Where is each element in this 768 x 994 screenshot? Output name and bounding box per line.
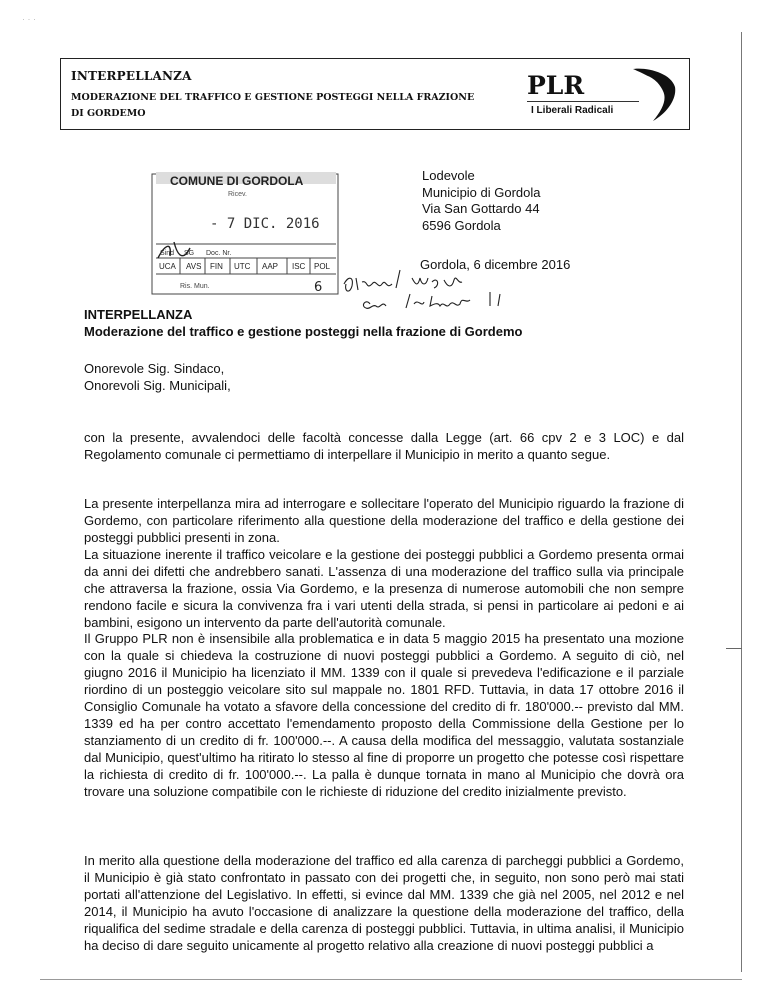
body-paragraph: La presente interpellanza mira ad interrogare e sollecitare l'operato del Municipio riguardo la frazione di Gordemo, con particolare riferimento alla questione della moderazione del traffico e della gestione dei posteggi pubblici presenti in zona. La situazione inerente il traffico veicolare e la gestione dei posteggi pubblici a Gordemo presenta ormai da anni dei difetti che andrebbero sanati. L'assenza di una moderazione del traffico sulla via principale che attraversa la frazione, ossia Via Gordemo, e la presenza di numerose automobili che non sempre rendono facile e sicura la convivenza fra i vari utenti della strada, si pensi in particolare ai pedoni e ai bambini, esigono un intervento da parte dell'autorità comunale. — [84, 496, 684, 630]
address-line: Lodevole — [422, 168, 475, 183]
subject-title: INTERPELLANZA — [84, 307, 193, 322]
address-line: 6596 Gordola — [422, 217, 501, 233]
received-stamp — [150, 168, 340, 298]
greeting-line: Onorevoli Sig. Municipali, — [84, 378, 231, 393]
stamp-footer: Ris. Mun. — [180, 283, 210, 290]
plr-logo — [527, 65, 677, 123]
margin-tick — [726, 648, 742, 649]
stamp-cell-isc: ISC — [292, 262, 306, 271]
body-paragraph: con la presente, avvalendoci delle facoltà concesse dalla Legge (art. 66 cpv 2 e 3 LOC) e dal Regolamento comunale ci permettiamo di interpellare il Municipio in merito a quanto segue. — [84, 430, 684, 462]
letterhead-subtitle: MODERAZIONE DEL TRAFFICO E GESTIONE POSTEGGI NELLA FRAZIONE DI GORDEMO — [71, 92, 475, 119]
letter-date: Gordola, 6 dicembre 2016 — [420, 257, 571, 272]
stamp-row1-a: Sind — [160, 250, 175, 257]
page-edge — [741, 32, 742, 972]
letterhead — [60, 58, 690, 130]
stamp-cell-fin: FIN — [210, 262, 223, 271]
scan-mark: · · · — [22, 14, 36, 24]
letterhead-title: INTERPELLANZA — [71, 69, 192, 83]
stamp-received: Ricev. — [228, 191, 247, 198]
body-paragraph: In merito alla questione della moderazione del traffico ed alla carenza di parcheggi pubblici a Gordemo, il Municipio è già stato confrontato in passato con dei progetti che, in seguito, non sono però mai stati portati all'attenzione del Legislativo. In effetti, si evince dal MM. 1339 che già nel 2005, nel 2012 e nel 2014, il Municipio ha avuto l'occasione di analizzare la questione della moderazione del traffico, della riqualifica del sedime stradale e della carenza di posteggi pubblici. Tuttavia, in ultima analisi, il Municipio ha deciso di dare seguito unicamente al progetto relativo alla creazione di nuovi posteggi pubblici a — [84, 853, 684, 953]
stamp-date: - 7 DIC. 2016 — [210, 216, 320, 232]
address-line: Municipio di Gordola — [422, 184, 541, 200]
greeting — [84, 360, 231, 394]
address-line: Via San Gottardo 44 — [422, 201, 540, 216]
stamp-cell-aap: AAP — [262, 262, 279, 271]
logo-divider — [527, 101, 639, 102]
stamp-row1-c: Doc. Nr. — [206, 250, 232, 257]
subject-subtitle: Moderazione del traffico e gestione posteggi nella frazione di Gordemo — [84, 324, 523, 339]
stamp-number: 6 — [314, 280, 323, 295]
logo-subtitle: I Liberali Radicali — [531, 105, 614, 116]
body-paragraph: Il Gruppo PLR non è insensibile alla problematica e in data 5 maggio 2015 ha presentato una mozione con la quale si chiedeva la costruzione di nuovi posteggi pubblici a Gordemo. A seguito di ciò, nel giugno 2016 il Municipio ha licenziato il MM. 1339 con il quale si prevedeva l'edificazione e il parziale riordino di un posteggio veicolare sito sul mappale no. 1801 RFD. Tuttavia, in data 17 ottobre 2016 il Consiglio Comunale ha votato a sfavore della concessione del credito di fr. 180'000.-- previsto dal MM. 1339 ed ha per contro accettato l'emendamento proposto della Commissione della Gestione per lo stanziamento di un credito di fr. 100'000.--. A causa della modifica del messaggio, valutata sostanziale dal Municipio, quest'ultimo ha ritirato lo stesso al fine di proporre un progetto che potesse così rispettare la richiesta di credito di fr. 100'000.--. La palla è dunque tornata in mano al Municipio che dovrà ora trovare una soluzione compatibile con le richieste di riduzione del credito inizialmente previsto. — [84, 631, 684, 799]
handwritten-note — [340, 266, 540, 312]
greeting-line: Onorevole Sig. Sindaco, — [84, 361, 225, 376]
recipient-address — [422, 168, 541, 234]
stamp-cell-uca: UCA — [159, 262, 176, 271]
stamp-municipality: COMUNE DI GORDOLA — [170, 174, 304, 188]
logo-text: PLR — [527, 71, 585, 100]
stamp-cell-avs: AVS — [186, 262, 202, 271]
stamp-cell-utc: UTC — [234, 262, 251, 271]
page-edge-bottom — [40, 979, 742, 980]
stamp-row1-b: SG — [184, 250, 195, 257]
logo-swoosh-icon — [627, 65, 679, 123]
stamp-cell-pol: POL — [314, 262, 331, 271]
